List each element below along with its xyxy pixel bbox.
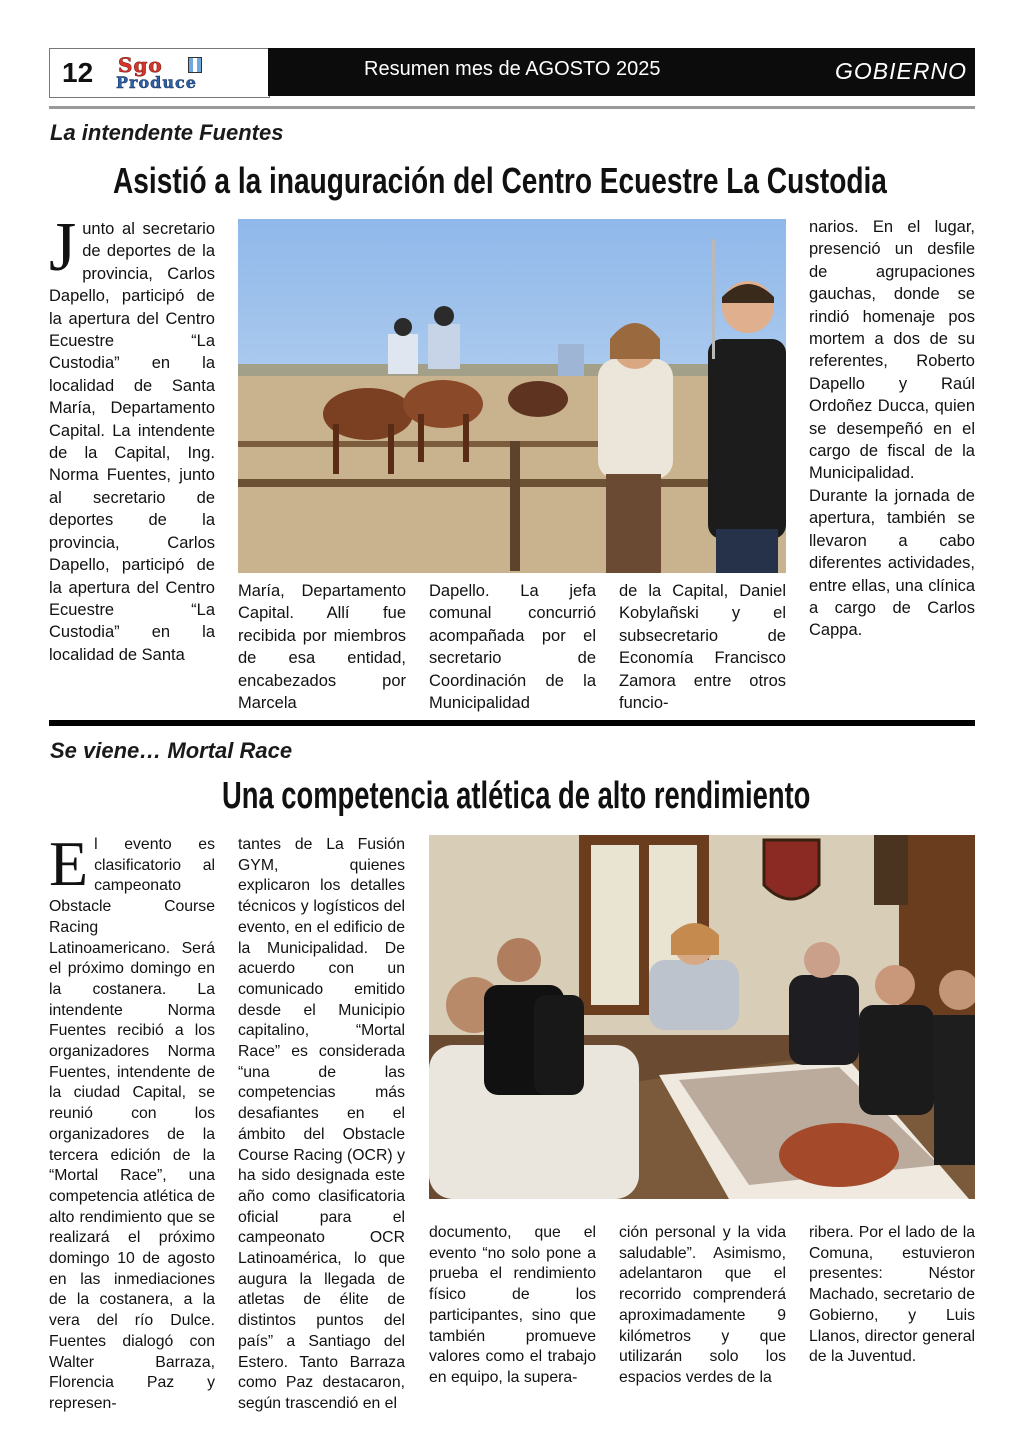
article2-dropcap: E — [49, 828, 89, 899]
article1-column-4 — [619, 580, 786, 714]
article1-kicker: La intendente Fuentes — [50, 120, 284, 145]
article2-column-4 — [619, 1223, 786, 1389]
meeting-image — [429, 835, 975, 1199]
article2-col5-text: ribera. Por el lado de la Comuna, estuvieron presentes: Néstor Machado, secretario de Gobierno, y Luis Llanos, director general de la Juventud. — [809, 1224, 975, 1366]
article2-col1-text: l evento es clasificatorio al campeonato Obstacle Course Racing Latinoamericano. Será el próximo domingo en la costanera. La intendente Norma Fuentes recibió a los organizadores Norma Fuentes, intendente de la ciudad Capital, se reunió con los organizadores de la tercera edición de la “Mortal Race”, una competencia atlética de alto rendimiento que se realizará el próximo domingo 10 de agosto en las inmediaciones de la costanera, a la vera del río Dulce. Fuentes dialogó con Walter Barraza, Florencia Paz y represen- — [49, 836, 215, 1412]
page-header-left — [49, 48, 270, 98]
flag-icon — [188, 57, 202, 73]
logo-bottom-text: Produce — [116, 73, 197, 92]
article2-column-1 — [49, 828, 215, 1415]
article1-col4-text: de la Capital, Daniel Kobylañski y el subsecretario de Economía Francisco Zamora entre otros funcio- — [619, 582, 786, 713]
page-header-bar — [268, 48, 975, 96]
article1-col5-text: narios. En el lugar, presenció un desfile de agrupaciones gauchas, donde se rindió homenaje pos mortem a dos de su referentes, Roberto Dapello y Raúl Ordoñez Ducca, quien se desempeñó en el cargo de fiscal de la Municipalidad. Durante la jornada de apertura, también se llevaron a cabo diferentes actividades, entre ellas, una clínica a cargo de Carlos Cappa. — [809, 218, 975, 640]
article-separator — [49, 720, 975, 726]
section-name: GOBIERNO — [835, 58, 967, 84]
article2-photo — [429, 835, 975, 1199]
page-number: 12 — [62, 57, 94, 88]
article2-column-2 — [238, 835, 405, 1415]
article1-column-2 — [238, 580, 406, 714]
article2-column-3 — [429, 1223, 596, 1389]
article1-col2-text: María, Departamento Capital. Allí fue recibida por miembros de esa entidad, encabezados por Marcela — [238, 582, 406, 713]
article2-col2-text: tantes de La Fusión GYM, quienes explicaron los detalles técnicos y logísticos del evento, en el edificio de la Municipalidad. De acuerdo con un comunicado emitido desde el Municipio capitalino, “Mortal Race” es considerada “una de las competencias más desafiantes en el ámbito del Obstacle Course Racing (OCR) y ha sido designada este año como clasificatoria oficial para el campeonato OCR Latinoamérica, lo que augura la llegada de atletas de élite de distintos puntos del país” a Santiago del Estero. Tanto Barraza como Paz destacaron, según trascendió en el — [238, 836, 405, 1412]
article2-column-5 — [809, 1223, 975, 1368]
article1-headline: Asistió a la inauguración del Centro Ecuestre La Custodia — [113, 160, 887, 201]
article1-photo — [238, 219, 786, 573]
issue-title: Resumen mes de AGOSTO 2025 — [364, 58, 661, 80]
article1-column-5 — [809, 216, 975, 642]
header-divider — [49, 106, 975, 109]
article2-headline: Una competencia atlética de alto rendimiento — [222, 775, 811, 817]
article2-col3-text: documento, que el evento “no solo pone a prueba el rendimiento físico de los participantes, sino que también promueve valores como el trabajo en equipo, la supera- — [429, 1224, 596, 1386]
logo-top-text: Sgo — [118, 53, 163, 77]
article1-column-3 — [429, 580, 596, 714]
article2-kicker: Se viene… Mortal Race — [50, 738, 293, 763]
horse-parade-image — [238, 219, 786, 573]
article1-col1-text: unto al secretario de deportes de la provincia, Carlos Dapello, participó de la apertura del Centro Ecuestre “La Custodia” en la localidad de Santa María, Departamento Capital. La intendente de la Capital, Ing. Norma Fuentes, junto al secretario de deportes de la provincia, Carlos Dapello, participó de la apertura del Centro Ecuestre “La Custodia” en la localidad de Santa — [49, 220, 215, 664]
article1-col3-text: Dapello. La jefa comunal concurrió acompañada por el secretario de Coordinación de la Municipalidad — [429, 582, 596, 713]
article1-dropcap: J — [49, 209, 77, 286]
article2-col4-text: ción personal y la vida saludable”. Asimismo, adelantaron que el recorrido comprenderá aproximadamente 9 kilómetros y que utilizarán solo los espacios verdes de la — [619, 1224, 786, 1386]
article1-column-1 — [49, 209, 215, 666]
sgo-produce-logo — [116, 53, 256, 93]
